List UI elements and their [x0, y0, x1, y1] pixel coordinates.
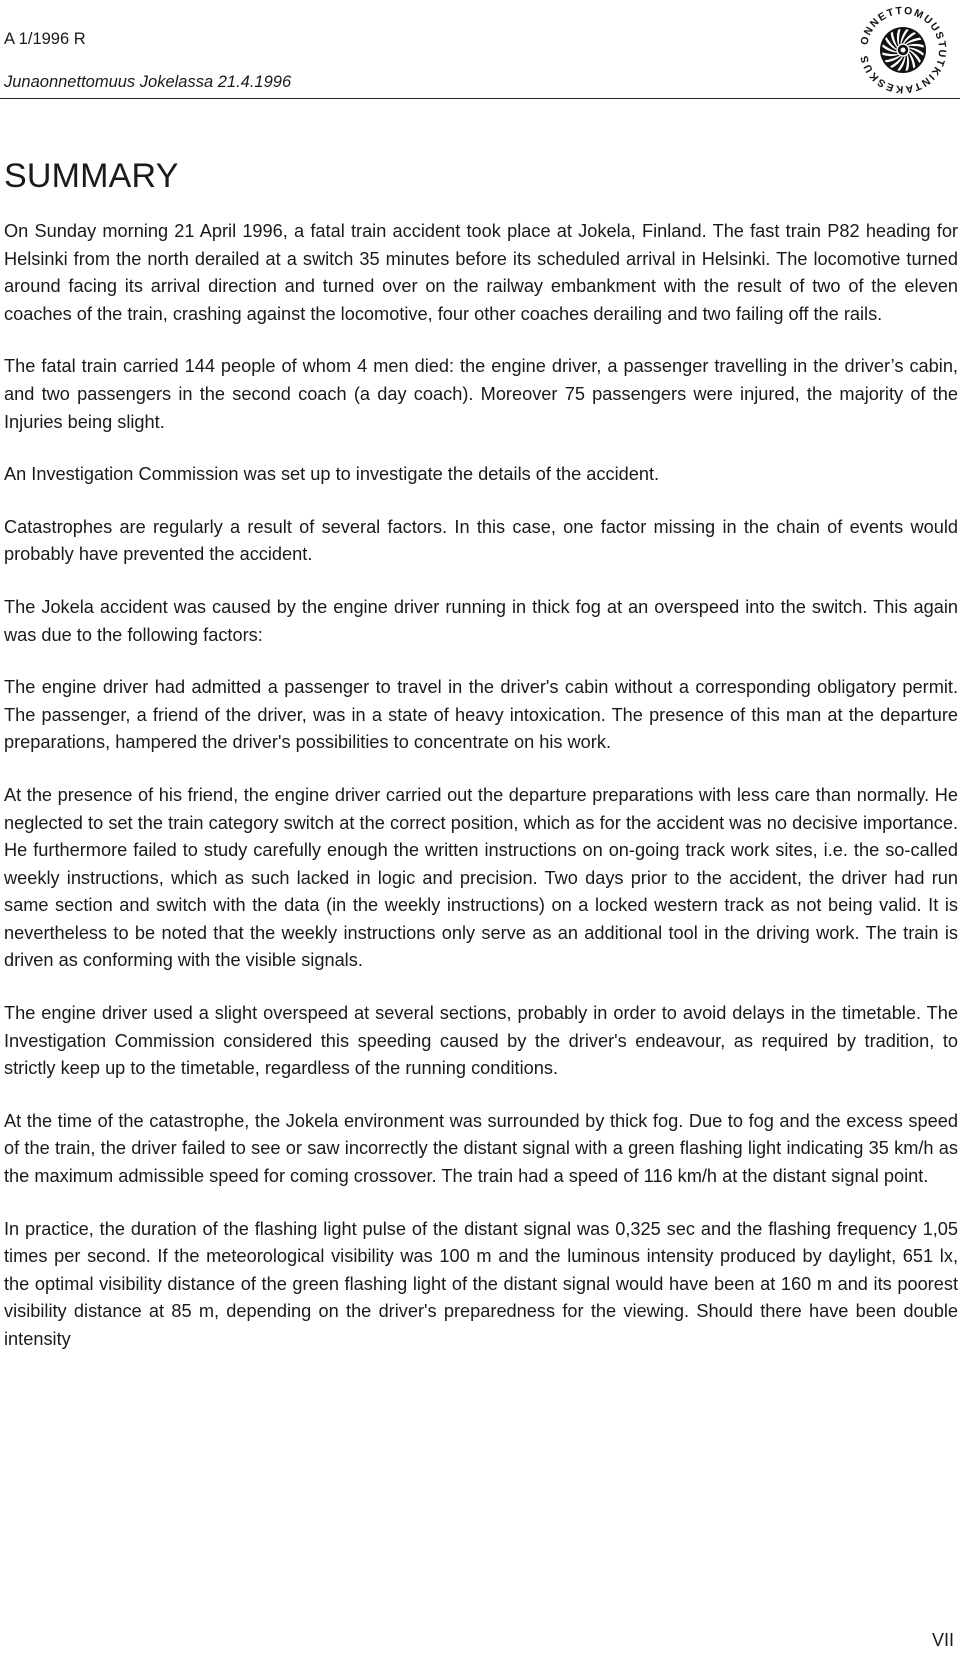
- section-title: SUMMARY: [4, 157, 179, 195]
- report-title: Junaonnettomuus Jokelassa 21.4.1996: [4, 73, 292, 91]
- paragraph: In practice, the duration of the flashing light pulse of the distant signal was 0,325 sec and the flashing frequency 1,05 times per second. If the meteorological visibility was 100 m and the luminous intensity produced by daylight, 651 lx, the optimal visibility distance of the green flashing light of the distant signal would have been at 160 m and its poorest visibility distance at 85 m, depending on the driver's preparedness for the viewing. Should there have been double intensity: [4, 1218, 958, 1349]
- page-number: VII: [931, 1630, 954, 1650]
- agency-seal-icon: [855, 4, 951, 96]
- paragraph: On Sunday morning 21 April 1996, a fatal train accident took place at Jokela, Finland. The fast train P82 heading for Helsinki from the north derailed at a switch 35 minutes before its scheduled arrival in Helsinki. The locomotive turned around facing its arrival direction and turned over on the railway embankment with the result of two of the eleven coaches of the train, crashing against the locomotive, four other coaches derailing and two failing off the rails.: [4, 221, 958, 324]
- paragraph: The fatal train carried 144 people of whom 4 men died: the engine driver, a passenger travelling in the driver’s cabin, and two passengers in the second coach (a day coach). Moreover 75 passengers were injured, the majority of the Injuries being slight.: [4, 356, 958, 432]
- page-header: [0, 0, 960, 100]
- paragraph: At the presence of his friend, the engine driver carried out the departure preparations with less care than normally. He neglected to set the train category switch at the correct position, which as for the accident was no decisive importance. He furthermore failed to study carefully enough the written instructions on on-going track work sites, i.e. the so-called weekly instructions, which as such lacked in logic and precision. Two days prior to the accident, the driver had run same section and switch with the data (in the weekly instructions) on a locked western track as not being valid. It is nevertheless to be noted that the weekly instructions only serve as an additional tool in the driving work. The train is driven as conforming with the visible signals.: [4, 784, 958, 971]
- paragraph: The Jokela accident was caused by the engine driver running in thick fog at an overspeed into the switch. This again was due to the following factors:: [4, 596, 958, 645]
- paragraph: The engine driver had admitted a passenger to travel in the driver's cabin without a corresponding obligatory permit. The passenger, a friend of the driver, was in a state of heavy intoxication. The presence of this man at the departure preparations, hampered the driver's possibilities to concentrate on his work.: [4, 677, 958, 753]
- agency-logo: [855, 4, 951, 96]
- paragraph: An Investigation Commission was set up to investigate the details of the accident.: [4, 464, 660, 485]
- paragraph: Catastrophes are regularly a result of several factors. In this case, one factor missing in the chain of events would probably have prevented the accident.: [4, 516, 958, 565]
- header-divider: [0, 98, 960, 99]
- seal-pattern: [880, 27, 926, 73]
- page-content: [4, 155, 958, 1379]
- report-code: A 1/1996 R: [4, 30, 86, 48]
- summary-body: [4, 218, 958, 1354]
- paragraph: At the time of the catastrophe, the Jokela environment was surrounded by thick fog. Due to fog and the excess speed of the train, the driver failed to see or saw incorrectly the distant signal with a green flashing light indicating 35 km/h as the maximum admissible speed for coming crossover. The train had a speed of 116 km/h at the distant signal point.: [4, 1110, 958, 1187]
- paragraph: The engine driver used a slight overspeed at several sections, probably in order to avoid delays in the timetable. The Investigation Commission considered this speeding caused by the driver's endeavour, as required by tradition, to strictly keep up to the timetable, regardless of the running conditions.: [4, 1003, 958, 1079]
- logo-text: ONNETTOMUUSTUTKINTAKESKUS: [858, 4, 949, 96]
